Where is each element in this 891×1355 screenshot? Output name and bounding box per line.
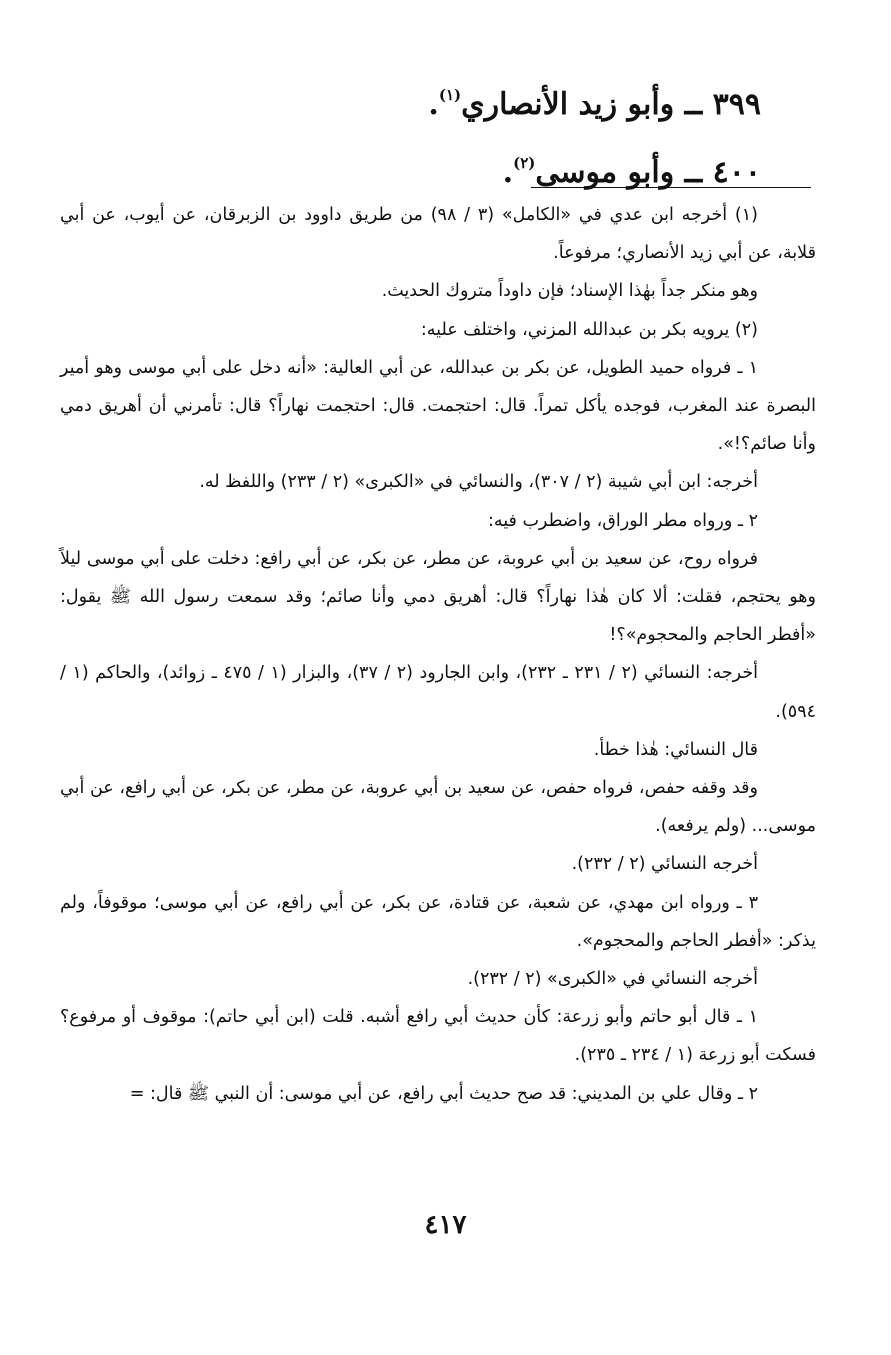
footnote-paragraph: أخرجه: ابن أبي شيبة (٢ / ٣٠٧)، والنسائي في «الكبرى» (٢ / ٢٣٣) واللفظ له. (199, 472, 758, 493)
footnote-marker: (٢) (513, 154, 536, 172)
footnote-paragraph: ٢ ـ ورواه مطر الوراق، واضطرب فيه: (487, 510, 758, 531)
footnote-paragraph: ١ ـ قال أبو حاتم وأبو زرعة: كأن حديث أبي رافع أشبه. قلت (ابن أبي حاتم): موقوف أو مرفوع؟ فسكت أبو زرعة (١ / ٢٣٤ ـ ٢٣٥). (60, 1007, 816, 1066)
entry-400 (90, 134, 761, 202)
footnote-paragraph: فرواه روح، عن سعيد بن أبي عروبة، عن مطر، عن بكر، عن أبي رافع: دخلت على أبي موسى ليلاً وهو يحتجم، فقلت: ألا كان هٰذا نهاراً؟ قال: أهريق دمي وأنا صائم؛ وقد سمعت رسول الله ﷺ يقول: «أفطر الحاجم والمحجوم»؟! (60, 548, 816, 646)
footnote-paragraph: أخرجه النسائي في «الكبرى» (٢ / ٢٣٢). (467, 969, 758, 990)
footnote-paragraph: ٣ ـ ورواه ابن مهدي، عن شعبة، عن قتادة، عن بكر، عن أبي رافع، عن أبي موسى؛ موقوفاً، ولم يذكر: «أفطر الحاجم والمحجوم». (60, 892, 816, 951)
footnote-marker: (١) (438, 86, 462, 104)
footnote-paragraph: ٢ ـ وقال علي بن المديني: قد صح حديث أبي رافع، عن أبي موسى: أن النبي ﷺ قال: = (129, 1083, 758, 1104)
entry-text: ٤٠٠ ــ وأبو موسى (535, 155, 761, 190)
hadith-entries (90, 66, 761, 202)
footnote-separator (531, 187, 811, 188)
footnotes (60, 196, 816, 1113)
entry-399 (90, 66, 761, 134)
footnote-paragraph: ١ ـ فرواه حميد الطويل، عن بكر بن عبدالله، عن أبي العالية: «أنه دخل على أبي موسى وهو أمير البصرة عند المغرب، فوجده يأكل تمراً. قال: احتجمت. قال: احتجمت نهاراً؟ قال: تأمرني أن أهريق دمي وأنا صائم؟!». (60, 357, 816, 455)
footnote-paragraph: قال النسائي: هٰذا خطأ. (593, 739, 758, 760)
footnote-paragraph: وهو منكر جداً بهٰذا الإسناد؛ فإن داوداً متروك الحديث. (381, 281, 758, 302)
entry-text: ٣٩٩ ــ وأبو زيد الأنصاري (461, 87, 761, 122)
footnote-paragraph: أخرجه: النسائي (٢ / ٢٣١ ـ ٢٣٢)، وابن الجارود (٢ / ٣٧)، والبزار (١ / ٤٧٥ ـ زوائد)، والحاكم (١ / ٥٩٤). (60, 663, 816, 722)
footnote-paragraph: وقد وقفه حفص، فرواه حفص، عن سعيد بن أبي عروبة، عن مطر، عن بكر، عن أبي رافع، عن أبي موسى... (ولم يرفعه). (60, 778, 816, 837)
footnote-paragraph: (٢) يرويه بكر بن عبدالله المزني، واختلف عليه: (420, 319, 758, 340)
page-number: ٤١٧ (424, 1210, 467, 1240)
footnote-paragraph: (١) أخرجه ابن عدي في «الكامل» (٣ / ٩٨) من طريق داوود بن الزبرقان، عن أيوب، عن أبي قلابة، عن أبي زيد الأنصاري؛ مرفوعاً. (60, 205, 816, 264)
entry-end: . (502, 155, 514, 190)
footnote-paragraph: أخرجه النسائي (٢ / ٢٣٢). (571, 854, 758, 875)
entry-end: . (428, 87, 439, 122)
